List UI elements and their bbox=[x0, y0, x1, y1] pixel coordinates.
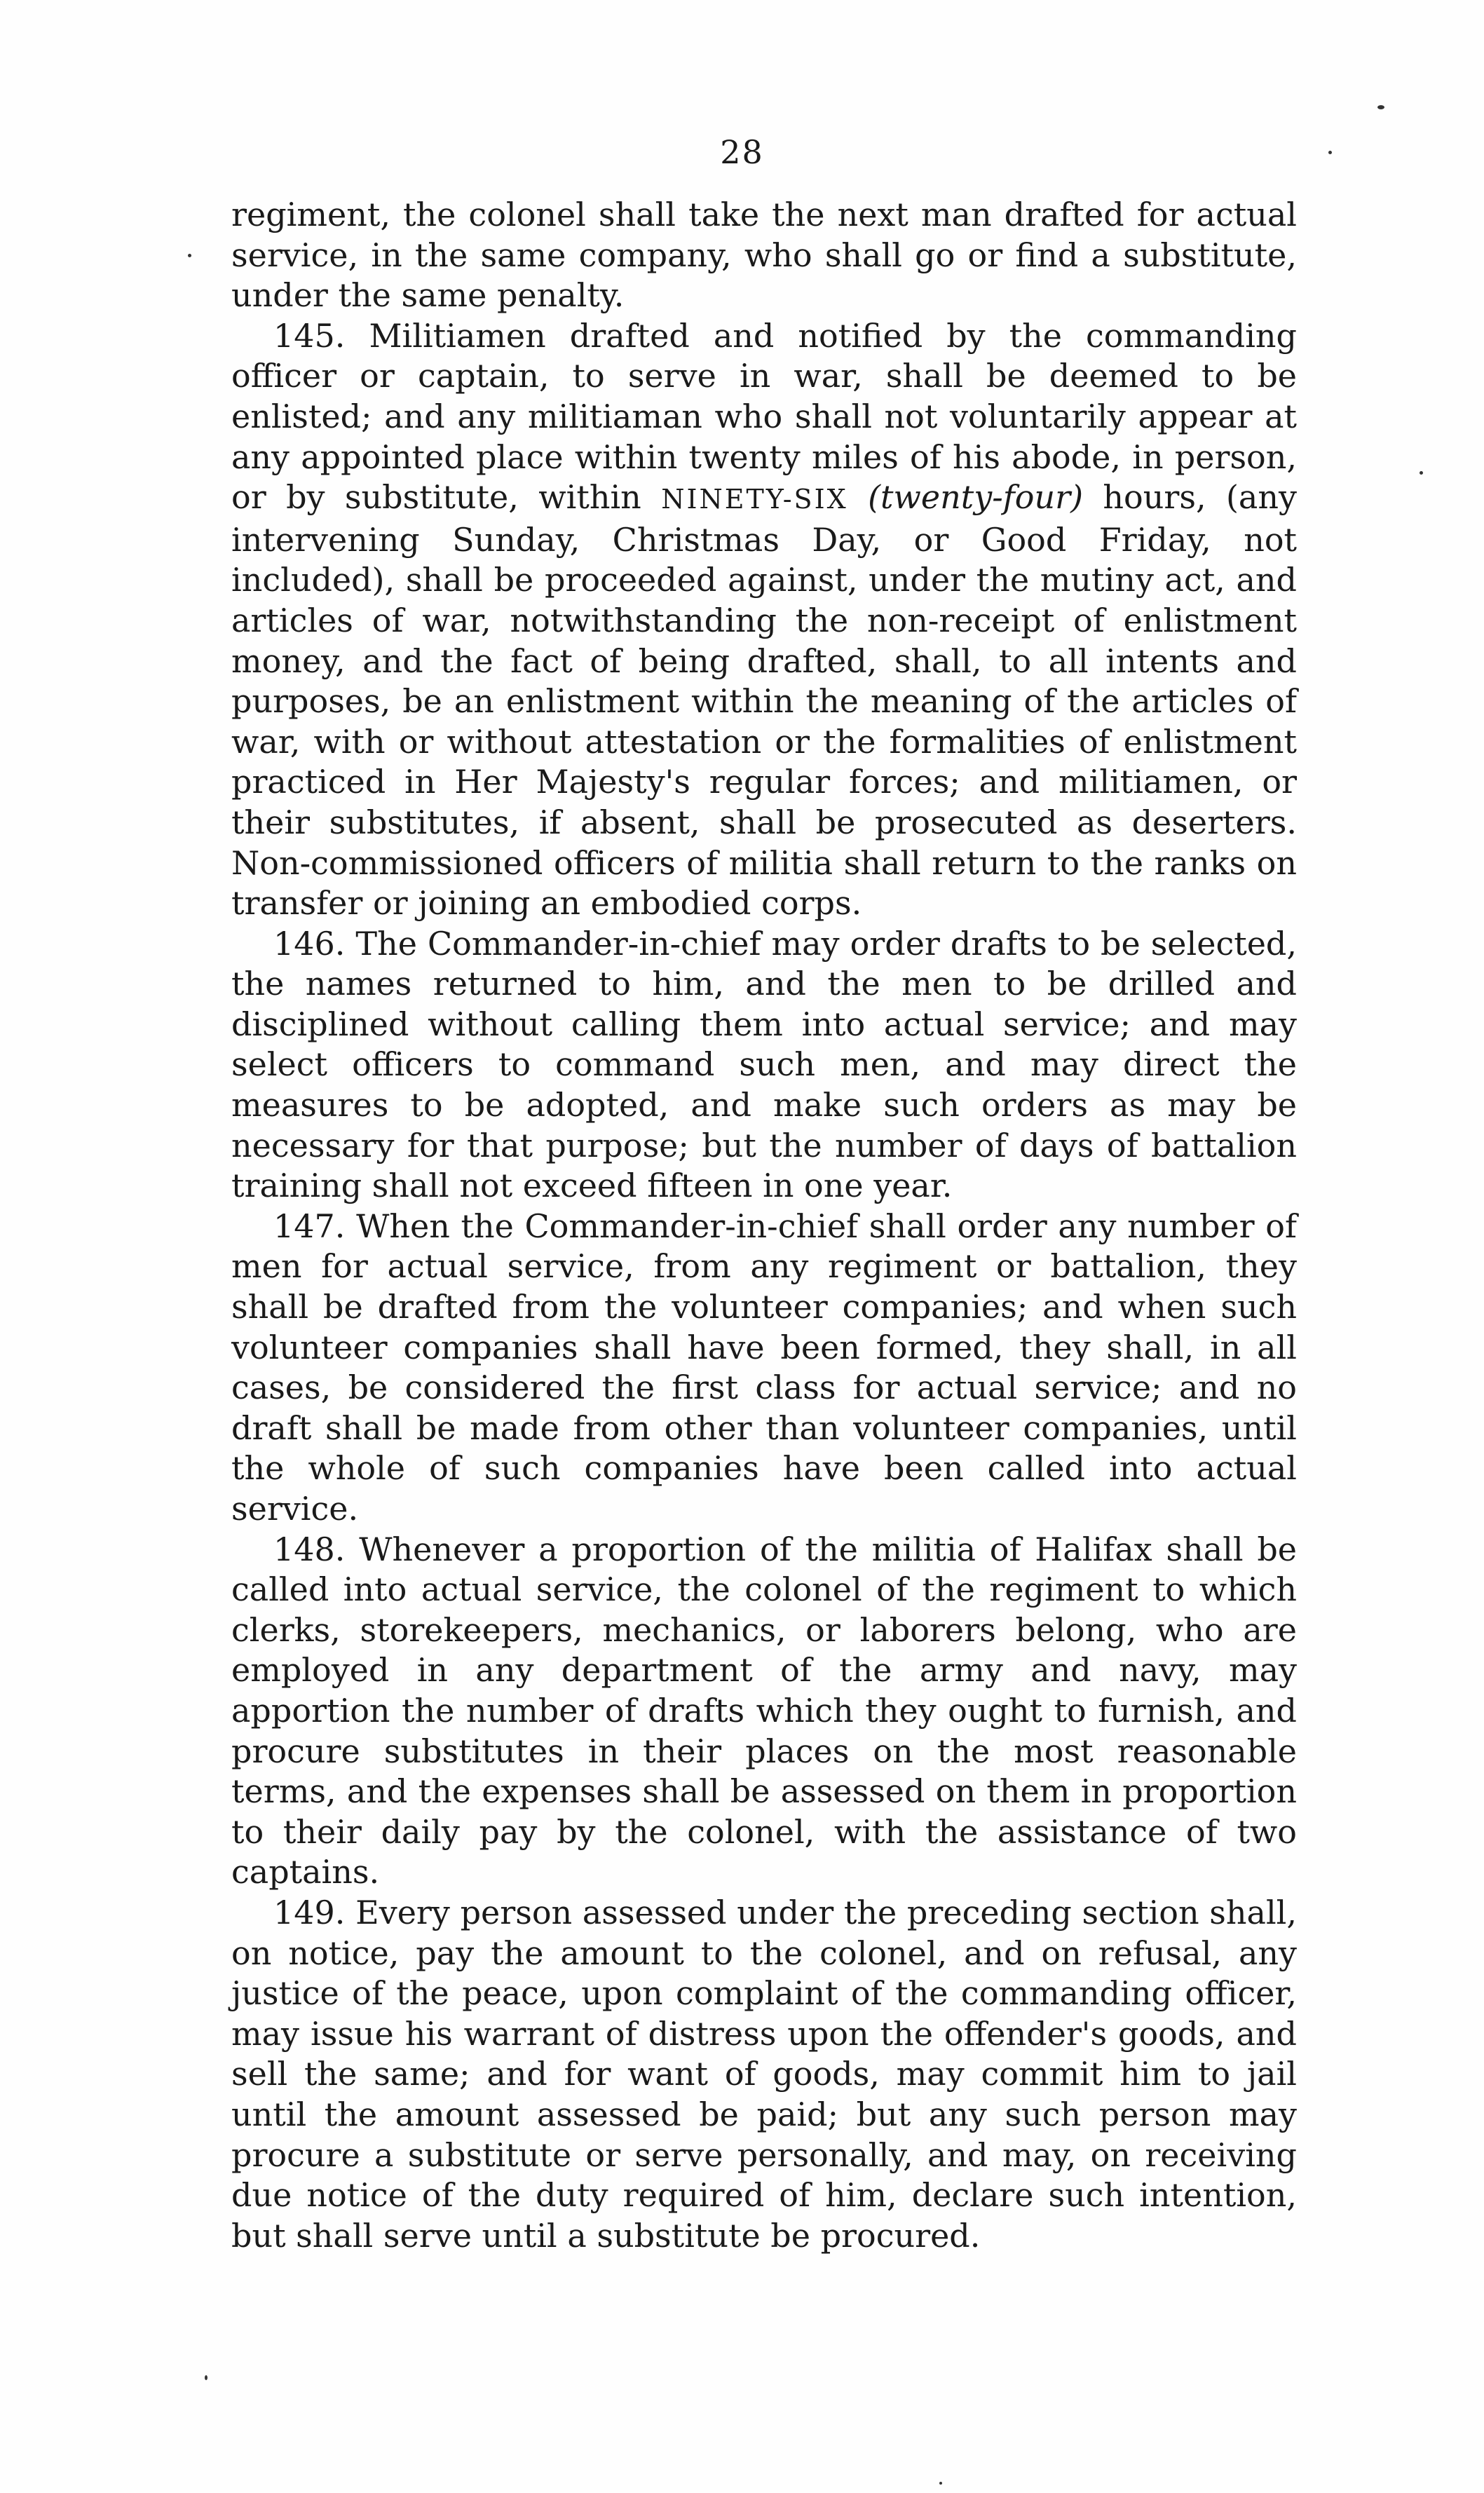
section-text: The Commander-in-chief may order drafts to be selected, the names returned to him, and the men to be drilled and disciplined without calling them into actual service; and may select officers to command such men, and may direct the measures to be adopted, and make such orders as may be necessary for that purpose; but the number of days of battalion training shall not exceed fifteen in one year. bbox=[231, 924, 1298, 1205]
section-number: 148. bbox=[273, 1530, 346, 1568]
section-text: Every person assessed under the preceding section shall, on notice, pay the amount to the colonel, and on refusal, any justice of the peace, upon complaint of the commanding officer, may issue his warrant of distress upon the offender's goods, and sell the same; and for want of goods, may commit him to jail until the amount assessed be paid; but any such person may procure a substitute or serve personally, and may, on receiving due notice of the duty required of him, declare such intention, but shall serve until a substitute be procured. bbox=[231, 1893, 1297, 2255]
section-number: 149. bbox=[273, 1893, 346, 1931]
paragraph-text: regiment, the colonel shall take the next man drafted for actual service, in the same company, who shall go or find a substitute, under the same penalty. bbox=[231, 196, 1297, 315]
page-number: 28 bbox=[720, 133, 764, 171]
section-145 bbox=[231, 316, 1297, 924]
emphasis-small-caps: NINETY-SIX bbox=[661, 484, 848, 515]
section-number: 147. bbox=[273, 1207, 346, 1245]
scan-speck bbox=[188, 254, 191, 257]
emphasis-italic: (twenty-four) bbox=[868, 478, 1084, 517]
section-number: 145. bbox=[273, 316, 346, 355]
section-number: 146. bbox=[273, 924, 346, 963]
section-text-before: Militiamen drafted and notified by the commanding officer or captain, to serve in war, shall be deemed to be enlisted; and any militiaman who shall not voluntarily appear at any appointed place within twenty miles of his abode, in person, or by substitute, within bbox=[231, 316, 1297, 517]
scan-speck bbox=[205, 2375, 207, 2380]
scan-speck bbox=[1328, 151, 1332, 154]
section-149 bbox=[231, 1893, 1297, 2256]
section-text-after: hours, (any intervening Sunday, Christmas Day, or Good Friday, not included), shall be proceeded against, under the mutiny act, and articles of war, notwithstanding the non-receipt of enlistment money, and the fact of being drafted, shall, to all intents and purposes, be an enlistment within the meaning of the articles of war, with or without attestation or the formalities of enlistment practiced in Her Majesty's regular forces; and militiamen, or their substitutes, if absent, shall be prosecuted as deserters. Non-commissioned officers of militia shall return to the ranks on transfer or joining an embodied corps. bbox=[231, 478, 1297, 923]
paragraph-continuation bbox=[231, 195, 1297, 316]
section-148 bbox=[231, 1530, 1297, 1893]
body-text bbox=[231, 195, 1297, 2256]
section-text: Whenever a proportion of the militia of Halifax shall be called into actual service, the colonel of the regiment to which clerks, storekeepers, mechanics, or laborers belong, who are employed in any department of the army and navy, may apportion the number of drafts which they ought to furnish, and procure substitutes in their places on the most reasonable terms, and the expenses shall be assessed on them in proportion to their daily pay by the colonel, with the assistance of two captains. bbox=[231, 1530, 1297, 1891]
section-text: When the Commander-in-chief shall order any number of men for actual service, from any regiment or battalion, they shall be drafted from the volunteer companies; and when such volunteer companies shall have been formed, they shall, in all cases, be considered the first class for actual service; and no draft shall be made from other than volunteer companies, until the whole of such companies have been called into actual service. bbox=[231, 1207, 1298, 1528]
scan-speck bbox=[939, 2482, 942, 2485]
scan-speck bbox=[1377, 105, 1384, 109]
section-146 bbox=[231, 924, 1297, 1207]
scan-speck bbox=[1420, 471, 1423, 475]
section-147 bbox=[231, 1207, 1297, 1530]
